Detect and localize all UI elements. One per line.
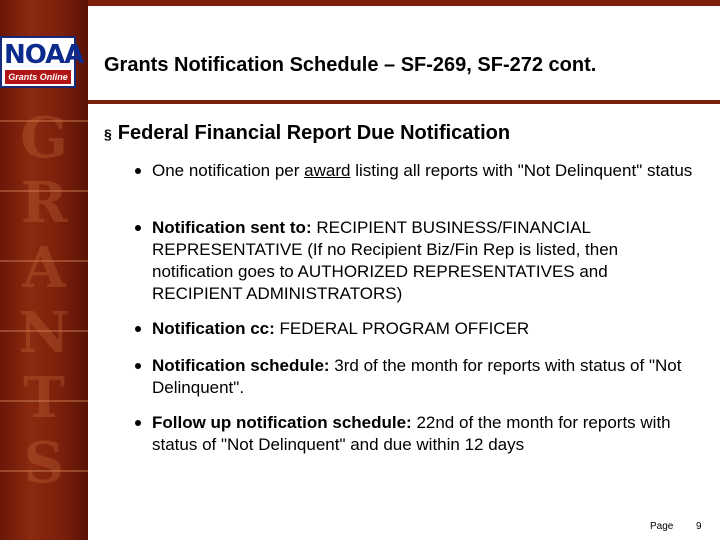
bullet-item — [135, 318, 695, 340]
bullet-lead: Notification cc: — [152, 319, 275, 338]
bullet-rest: 22nd of the month for reports with status of "Not Delinquent" and due within 12 days — [152, 413, 671, 454]
section-heading-text: Federal Financial Report Due Notification — [117, 122, 511, 144]
bullet-text — [152, 318, 695, 340]
logo-tagline: Grants Online — [5, 70, 71, 84]
bullet-text — [152, 217, 695, 305]
bullet-dot-icon — [135, 326, 141, 332]
bullet-text — [152, 412, 695, 456]
page-number: 9 — [696, 521, 702, 532]
bullet-dot-icon — [135, 420, 141, 426]
band-watermark-glyph: R — [20, 170, 68, 236]
bullet-lead: Follow up notification schedule: — [152, 413, 412, 432]
bullet-lead: Notification sent to: — [152, 218, 312, 237]
band-watermark-glyph: S — [23, 430, 65, 496]
square-bullet-icon: § — [104, 125, 112, 142]
band-watermark-glyph: A — [22, 235, 66, 301]
band-watermark-glyph: N — [18, 300, 70, 366]
bullet-rest: 3rd of the month for reports with status of "Not Delinquent". — [152, 356, 682, 397]
bullet-dot-icon — [135, 168, 141, 174]
title-rule — [88, 100, 720, 104]
bullet-rest: FEDERAL PROGRAM OFFICER — [274, 319, 530, 338]
bullet-item — [135, 217, 695, 305]
band-watermark-glyph: G — [20, 105, 68, 171]
bullet-item — [135, 412, 695, 456]
logo-mark: NOAA — [4, 40, 84, 70]
bullet-text — [152, 355, 695, 399]
top-rule — [88, 0, 720, 6]
band-watermark-glyph: T — [23, 365, 65, 431]
bullet-lead: Notification schedule: — [152, 356, 330, 375]
noaa-grants-online-logo — [0, 36, 84, 88]
bullet-lead: One notification per — [152, 161, 305, 180]
bullet-dot-icon — [135, 363, 141, 369]
slide-title: Grants Notification Schedule – SF-269, SF-272 cont. — [104, 54, 597, 76]
section-heading — [104, 121, 704, 146]
bullet-item — [135, 160, 695, 182]
bullet-dot-icon — [135, 225, 141, 231]
page-label: Page — [650, 521, 674, 532]
bullet-rest: listing all reports with "Not Delinquent" status — [350, 161, 693, 180]
bullet-text — [152, 160, 695, 182]
bullet-rest: RECIPIENT BUSINESS/FINANCIAL REPRESENTATIVE (If no Recipient Biz/Fin Rep is listed, then notification goes to AUTHORIZED REPRESENTATIVES and RECIPIENT ADMINISTRATORS) — [152, 218, 619, 303]
bullet-emphasis: award — [304, 161, 351, 180]
bullet-item — [135, 355, 695, 399]
